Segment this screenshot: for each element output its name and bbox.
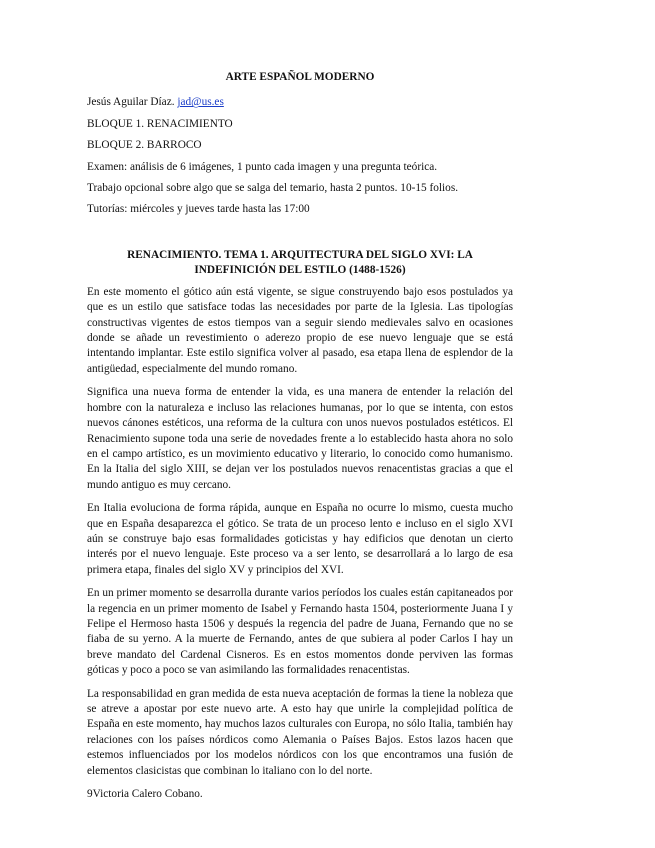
section-title: RENACIMIENTO. TEMA 1. ARQUITECTURA DEL SIGLO XVI: LA INDEFINICIÓN DEL ESTILO (1488-1526) (127, 248, 473, 276)
paragraph: Significa una nueva forma de entender la vida, es una manera de entender la relación del hombre con la naturaleza e incluso las relaciones humanas, por lo que se intenta, con estos nuevos cánones estéticos, una reforma de la cultura con unos nuevos postulados estéticos. El Renacimiento supone toda una serie de novedades frente a lo establecido hasta ahora no solo en el campo artístico, es un movimiento educativo y literario, lo conocido como humanismo. En la Italia del siglo XIII, se dejan ver los postulados nuevos renacentistas gracias a que el mundo antiguo es muy cercano. (87, 386, 513, 491)
paragraph: La responsabilidad en gran medida de esta nueva aceptación de formas la tiene la nobleza que se atreve a apostar por este nuevo arte. A esto hay que unirle la complejidad política de España en este momento, hay muchos lazos culturales con Europa, no sólo Italia, también hay relaciones con los países nórdicos como Alemania o Países Bajos. Estos lazos hacen que estemos influenciados por los modelos nórdicos con los que encontramos una fusión de elementos clasicistas que combinan lo italiano con lo del norte. (87, 687, 513, 777)
exam-info: Examen: análisis de 6 imágenes, 1 punto cada imagen y una pregunta teórica. (87, 160, 438, 173)
author-email-link[interactable]: jad@us.es (177, 96, 224, 109)
paragraph: En este momento el gótico aún está vigente, se sigue construyendo bajo esos postulados ya que es un estilo que satisface todas las necesidades por parte de la Iglesia. Las tipologías constructivas vigentes de estos tiempos van a seguir siendo medievales salvo en ocasiones donde se añade un revestimiento o aderezo propio de ese nuevo lenguaje que se está intentando implantar. Este estilo significa volver al pasado, esa etapa llena de esplendor de la antigüedad, especialmente del mundo romano. (87, 285, 513, 375)
document-title: ARTE ESPAÑOL MODERNO (225, 71, 375, 83)
author-line (87, 95, 513, 110)
paragraph: En un primer momento se desarrolla durante varios períodos los cuales están capitaneados por la regencia en un primer momento de Isabel y Fernando hasta 1504, posteriormente Juana I y Felipe el Hermoso hasta 1506 y después la regencia del padre de Juana, Fernando que no se fiaba de su yerno. A la muerte de Fernando, antes de que subiera al poder Carlos I hay un breve mandato del Cardenal Cisneros. Es en estos momentos donde perviven las formas góticas y poco a poco se van asimilando las formalidades renacentistas. (87, 587, 513, 677)
paragraph: En Italia evoluciona de forma rápida, aunque en España no ocurre lo mismo, cuesta mucho que en España desaparezca el gótico. Se trata de un proceso lento e incluso en el siglo XVI aún se construye bajo esas formalidades goticistas y hay edificios que denotan un cierto interés por el nuevo lenguaje. Este proceso va a ser lento, se desarrollará a lo largo de esa primera etapa, finales del siglo XV y principios del XVI. (87, 502, 513, 576)
document-body (87, 70, 513, 787)
block-1: BLOQUE 1. RENACIMIENTO (87, 117, 233, 130)
optional-work-info: Trabajo opcional sobre algo que se salga del temario, hasta 2 puntos. 10-15 folios. (87, 182, 459, 195)
block-2: BLOQUE 2. BARROCO (87, 139, 202, 152)
tutorias-info: Tutorías: miércoles y jueves tarde hasta las 17:00 (87, 203, 310, 216)
page-footer: 9Victoria Calero Cobano. (87, 788, 203, 800)
author-name: Jesús Aguilar Díaz. (87, 96, 178, 109)
